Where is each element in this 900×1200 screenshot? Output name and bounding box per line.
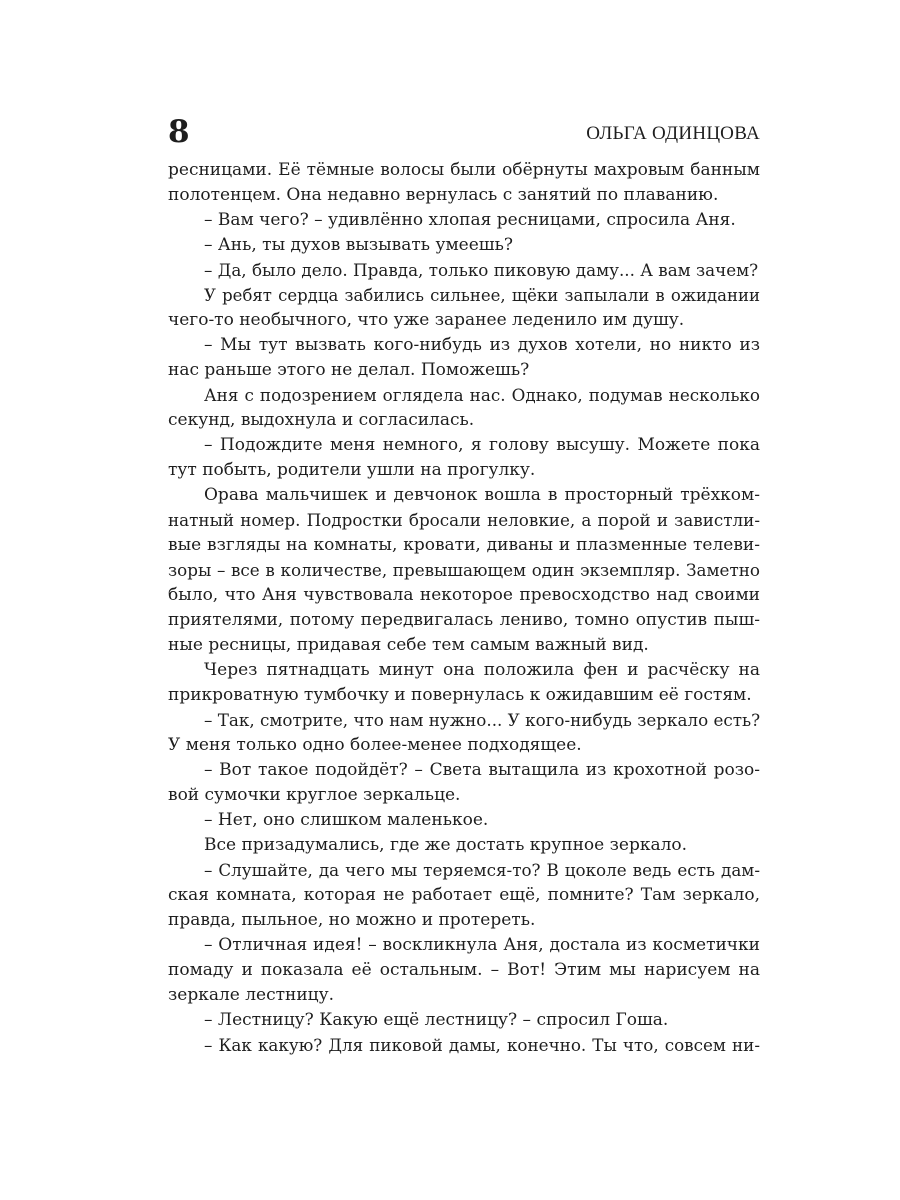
text-line: секунд, выдохнула и согласилась.: [168, 410, 475, 430]
text-line: Все призадумались, где же достать крупное зеркало.: [204, 835, 688, 855]
text-line: тут побыть, родители ушли на прогулку.: [168, 460, 536, 480]
text-line: У ребят сердца забились сильнее, щёки запылали в ожидании: [204, 286, 760, 305]
text-line: ресницами. Её тёмные волосы были обёрнуты махровым банным: [168, 160, 760, 180]
text-line: Через пятнадцать минут она положила фен и расчёску на: [204, 660, 760, 680]
text-line: чего-то необычного, что уже заранее леденило им душу.: [168, 310, 685, 330]
text-line: – Ань, ты духов вызывать умеешь?: [204, 235, 513, 255]
text-line: зеркале лестницу.: [168, 985, 335, 1005]
text-line: полотенцем. Она недавно вернулась с занятий по плаванию.: [168, 185, 719, 205]
text-line: правда, пыльное, но можно и протереть.: [168, 910, 536, 930]
text-line: Орава мальчишек и девчонок вошла в просторный трёхком-: [204, 485, 760, 505]
text-line: У меня только одно более-менее подходящее.: [168, 735, 582, 755]
text-line: – Да, было дело. Правда, только пиковую даму... А вам зачем?: [204, 260, 759, 280]
text-line: вой сумочки круглое зеркальце.: [168, 785, 461, 805]
text-line: Аня с подозрением оглядела нас. Однако, подумав несколько: [204, 385, 760, 405]
running-title: ОЛЬГА ОДИНЦОВА: [586, 123, 760, 144]
text-line: было, что Аня чувствовала некоторое превосходство над своими: [168, 585, 760, 605]
text-line: натный номер. Подростки бросали неловкие, а порой и завистли-: [168, 510, 760, 530]
text-line: – Вам чего? – удивлённо хлопая ресницами, спросила Аня.: [204, 210, 736, 230]
text-line: – Отличная идея! – воскликнула Аня, достала из косметички: [204, 935, 760, 955]
text-line: – Вот такое подойдёт? – Света вытащила из крохотной розо-: [204, 760, 760, 780]
text-line: – Как какую? Для пиковой дамы, конечно. Ты что, совсем ни-: [204, 1035, 760, 1055]
page-header: [168, 112, 760, 152]
text-line: ные ресницы, придавая себе тем самым важный вид.: [168, 635, 649, 655]
page-number: 8: [168, 114, 190, 150]
text-line: – Подождите меня немного, я голову высушу. Можете пока: [204, 435, 760, 455]
text-line: нас раньше этого не делал. Поможешь?: [168, 360, 530, 380]
text-line: вые взгляды на комнаты, кровати, диваны и плазменные телеви-: [168, 535, 760, 555]
text-line: – Мы тут вызвать кого-нибудь из духов хотели, но никто из: [204, 335, 760, 355]
body-text: [168, 158, 760, 1058]
text-line: ская комната, которая не работает ещё, помните? Там зеркало,: [168, 885, 760, 905]
text-line: зоры – все в количестве, превышающем один экземпляр. Заметно: [168, 560, 760, 580]
text-line: – Так, смотрите, что нам нужно... У кого-нибудь зеркало есть?: [204, 710, 761, 730]
text-line: прикроватную тумбочку и повернулась к ожидавшим её гостям.: [168, 685, 752, 705]
text-line: приятелями, потому передвигалась лениво, томно опустив пыш-: [168, 610, 760, 630]
text-line: помаду и показала её остальным. – Вот! Этим мы нарисуем на: [168, 960, 760, 980]
text-line: – Нет, оно слишком маленькое.: [204, 810, 489, 830]
text-line: – Слушайте, да чего мы теряемся-то? В цоколе ведь есть дам-: [204, 860, 760, 880]
text-line: – Лестницу? Какую ещё лестницу? – спросил Гоша.: [204, 1010, 669, 1030]
